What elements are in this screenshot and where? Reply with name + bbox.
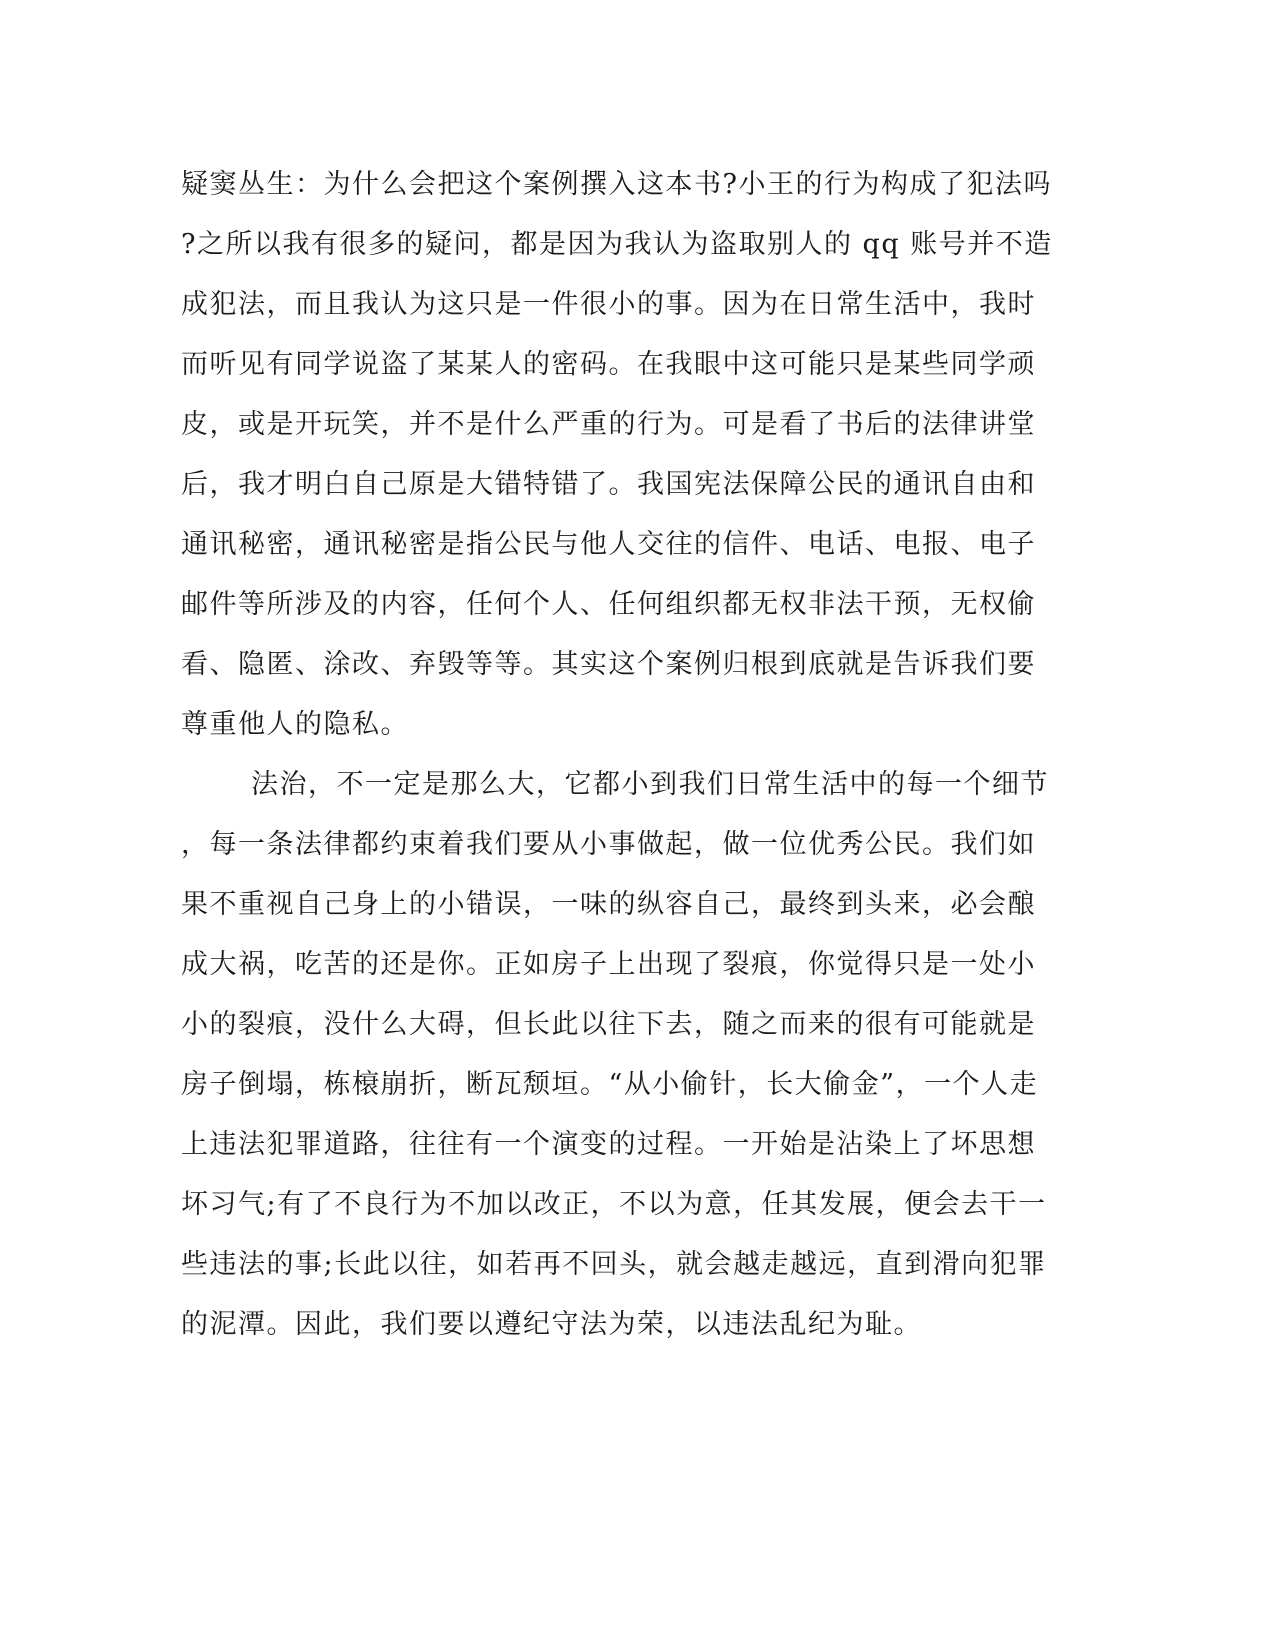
text-line: 后，我才明白自己原是大错特错了。我国宪法保障公民的通讯自由和 [181,469,1036,500]
text-line: ?之所以我有很多的疑问，都是因为我认为盗取别人的 qq 账号并不造 [181,229,1053,260]
text-line: 房子倒塌，栋榱崩折，断瓦颓垣。“从小偷针，长大偷金”，一个人走 [181,1069,1039,1100]
paragraph-1 [181,155,1053,755]
text-line-indented: 法治，不一定是那么大，它都小到我们日常生活中的每一个细节 [251,769,1049,800]
text-line: 成大祸，吃苦的还是你。正如房子上出现了裂痕，你觉得只是一处小 [181,949,1036,980]
text-line: 果不重视自己身上的小错误，一味的纵容自己，最终到头来，必会酿 [181,889,1036,920]
text-line: 而听见有同学说盗了某某人的密码。在我眼中这可能只是某些同学顽 [181,349,1036,380]
text-line: 通讯秘密，通讯秘密是指公民与他人交往的信件、电话、电报、电子 [181,529,1036,560]
text-line: 看、隐匿、涂改、弃毁等等。其实这个案例归根到底就是告诉我们要 [181,649,1036,680]
text-line: 小的裂痕，没什么大碍，但长此以往下去，随之而来的很有可能就是 [181,1009,1036,1040]
paragraph-2 [181,755,1049,1355]
text-line: 坏习气;有了不良行为不加以改正，不以为意，任其发展，便会去干一 [181,1189,1047,1220]
text-line: 邮件等所涉及的内容，任何个人、任何组织都无权非法干预，无权偷 [181,589,1036,620]
text-line: ，每一条法律都约束着我们要从小事做起，做一位优秀公民。我们如 [181,829,1036,860]
text-line: 些违法的事;长此以往，如若再不回头，就会越走越远，直到滑向犯罪 [181,1249,1047,1280]
text-line: 尊重他人的隐私。 [181,709,409,740]
text-line: 成犯法，而且我认为这只是一件很小的事。因为在日常生活中，我时 [181,289,1036,320]
body-text [181,155,1053,1355]
text-line: 疑窦丛生：为什么会把这个案例撰入这本书?小王的行为构成了犯法吗 [181,169,1052,200]
text-line: 的泥潭。因此，我们要以遵纪守法为荣，以违法乱纪为耻。 [181,1309,922,1340]
text-line: 上违法犯罪道路，往往有一个演变的过程。一开始是沾染上了坏思想 [181,1129,1036,1160]
text-line: 皮，或是开玩笑，并不是什么严重的行为。可是看了书后的法律讲堂 [181,409,1036,440]
